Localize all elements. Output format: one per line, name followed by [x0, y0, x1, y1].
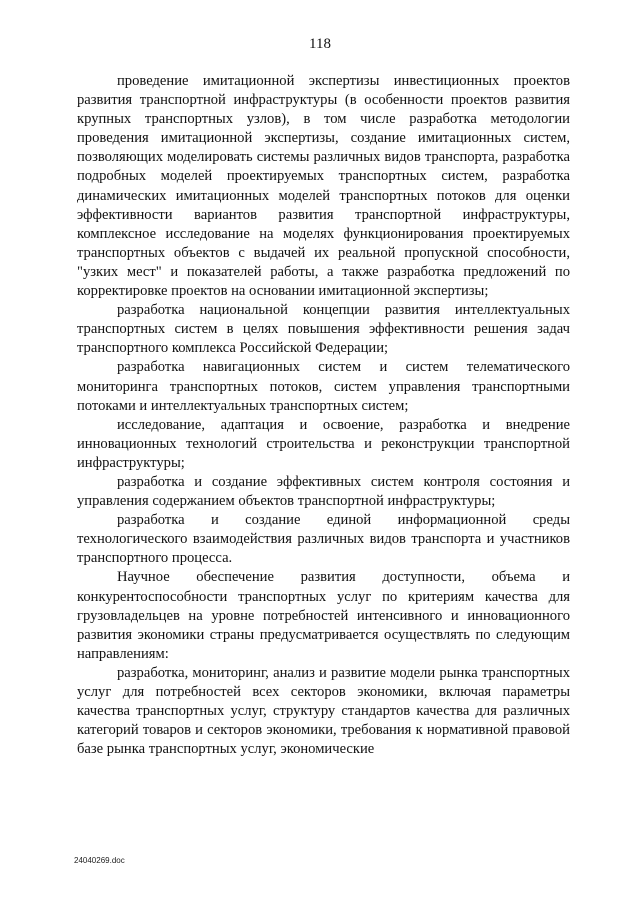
paragraph-5: разработка и создание эффективных систем контроля состояния и управления содержанием объектов транспортной инфраструктуры; [77, 473, 570, 510]
paragraph-4: исследование, адаптация и освоение, разработка и внедрение инновационных технологий строительства и реконструкции транспортной инфраструктуры; [77, 416, 570, 471]
paragraph-3: разработка навигационных систем и систем телематического мониторинга транспортных потоков, систем управления транспортными потоками и интеллектуальных транспортных систем; [77, 359, 570, 414]
document-body [77, 72, 570, 759]
page-number: 118 [309, 36, 331, 52]
paragraph-1: проведение имитационной экспертизы инвестиционных проектов развития транспортной инфраструктуры (в особенности проектов развития крупных транспортных узлов), в том числе разработка методологии проведения имитационной экспертизы, создание имитационных систем, позволяющих моделировать системы различных видов транспорта, разработка подробных моделей проектируемых транспортных систем, разработка динамических имитационных моделей транспортных потоков для оценки эффективности вариантов развития транспортной инфраструктуры, комплексное исследование на моделях функционирования проектируемых транспортных объектов с выдачей их реальной пропускной способности, "узких мест" и показателей работы, а также разработка предложений по корректировке проектов на основании имитационной экспертизы; [77, 73, 570, 300]
paragraph-2: разработка национальной концепции развития интеллектуальных транспортных систем в целях повышения эффективности решения задач транспортного комплекса Российской Федерации; [77, 302, 570, 357]
paragraph-7: Научное обеспечение развития доступности, объема и конкурентоспособности транспортных услуг по критериям качества для грузовладельцев на уровне потребностей интенсивного и инновационного развития экономики страны предусматривается осуществлять по следующим направлениям: [77, 569, 570, 662]
footer-file-code: 24040269.doc [74, 856, 125, 865]
paragraph-8: разработка, мониторинг, анализ и развитие модели рынка транспортных услуг для потребностей всех секторов экономики, включая параметры качества транспортных услуг, структуру стандартов качества для различных категорий товаров и секторов экономики, требования к нормативной правовой базе рынка транспортных услуг, экономические [77, 664, 570, 758]
paragraph-6: разработка и создание единой информационной среды технологического взаимодействия различных видов транспорта и участников транспортного процесса. [77, 512, 570, 567]
